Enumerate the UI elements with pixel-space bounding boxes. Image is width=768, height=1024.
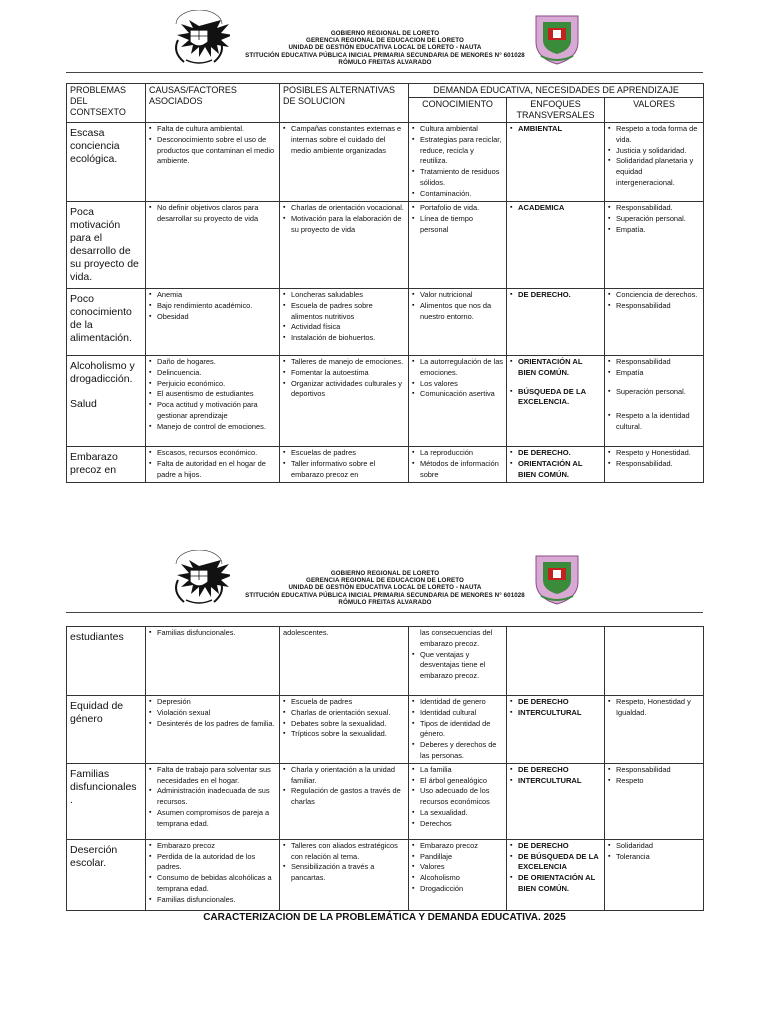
document-title: CARACTERIZACION DE LA PROBLEMÁTICA Y DEMANDA EDUCATIVA. 2025 [203,912,566,923]
document-page-1 [0,0,768,500]
page-header [0,0,768,70]
bullet-list [412,841,503,895]
list-item: ▪ Embarazo precoz [149,841,276,852]
page-header [0,540,768,610]
knowledge-cell [409,763,507,839]
list-item: ▪ Métodos de información sobre [412,459,503,481]
table-row [67,447,704,483]
list-item: ▪ ACADEMICA [510,203,601,214]
alternatives-cell [280,123,409,202]
list-item: ▪ Que ventajas y desventajas tiene el embarazo precoz. [412,650,503,682]
list-item: ▪ Responsabilidad. [608,203,700,214]
header-line-1: GOBIERNO REGIONAL DE LORETO [330,30,440,37]
list-item: ▪ Drogadicción [412,884,503,895]
header-divider [66,72,703,73]
list-item: ▪ DE DERECHO [510,765,601,776]
bullet-list [283,448,405,480]
list-item: ▪ Depresión [149,697,276,708]
transversal-approach-cell [507,696,605,764]
bullet-list [608,124,700,189]
list-item: ▪ Falta de cultura ambiental. [149,124,276,135]
bullet-list [510,290,601,301]
bullet-list [149,357,276,433]
list-item: ▪ Escasos, recursos económico. [149,448,276,459]
header-enfoques: ENFOQUES TRANSVERSALES [507,98,605,123]
knowledge-text: las consecuencias del embarazo precoz. [420,628,493,648]
header-conocimiento: CONOCIMIENTO [409,98,507,123]
list-item: ▪ Alcoholismo [412,873,503,884]
bullet-list [283,290,405,344]
list-item: ▪ INTERCULTURAL [510,708,601,719]
bullet-list [510,697,601,719]
causes-cell [146,289,280,356]
list-item: ▪ Los valores [412,379,503,390]
knowledge-cell [409,447,507,483]
school-crest-logo-icon [533,552,581,606]
list-item: ▪ Derechos [412,819,503,830]
problem-label: Familias disfuncionales . [70,767,137,806]
list-item: ▪ Administración inadecuada de sus recursos. [149,786,276,808]
values-cell [605,202,704,289]
transversal-approach-cell [507,763,605,839]
header-problemas: PROBLEMAS DEL CONTSEXTO [67,84,146,123]
header-causas: CAUSAS/FACTORES ASOCIADOS [146,84,280,123]
header-line-5: RÓMULO FREITAS ALVARADO [338,598,432,606]
header-line-4: STITUCIÓN EDUCATIVA PÚBLICA INICIAL PRIMARIA SECUNDARIA DE MENORES N° 601028 [245,51,525,59]
problem-label: Alcoholismo y drogadicción. [70,360,135,385]
list-item: ▪ Estrategias para reciclar, reduce, recicla y reutiliza. [412,135,503,167]
list-item: ▪ Loncheras saludables [283,290,405,301]
problem-label: estudiantes [70,631,124,643]
values-cell [605,356,704,447]
list-item: ▪ Debates sobre la sexualidad. [283,719,405,730]
bullet-list [283,841,405,884]
bullet-list [412,448,503,480]
document-page-2 [0,540,768,1024]
list-item: ▪ Desinterés de los padres de familia. [149,719,276,730]
problem-label: Escasa conciencia ecológica. [70,127,120,165]
header-line-2: GERENCIA REGIONAL DE EDUCACION DE LORETO [306,577,464,585]
header-line-1: GOBIERNO REGIONAL DE LORETO [330,570,440,577]
list-item: ▪ Taller informativo sobre el embarazo precoz en [283,459,405,481]
header-alternativas: POSIBLES ALTERNATIVAS DE SOLUCION [280,84,409,123]
knowledge-cell [409,839,507,910]
list-item: ▪ Charlas de orientación sexual. [283,708,405,719]
transversal-approach-cell [507,839,605,910]
list-item: ▪ Delincuencia. [149,368,276,379]
transversal-approach-cell [507,447,605,483]
list-item: ▪ DE DERECHO [510,697,601,708]
list-item: ▪ La autorregulación de las emociones. [412,357,503,379]
list-item: ▪ Portafolio de vida. [412,203,503,214]
bullet-list [510,448,601,480]
problem-label: Deserción escolar. [70,843,118,869]
causes-cell [146,123,280,202]
list-item: ▪ Respeto y Honestidad. [608,448,700,459]
problem-label: Embarazo precoz en [70,451,118,476]
list-item: ▪ Respeto [608,776,700,787]
list-item: ▪ Cultura ambiental [412,124,503,135]
list-item: ▪ Motivación para la elaboración de su proyecto de vida [283,214,405,236]
list-item: ▪ Familias disfuncionales. [149,895,276,906]
alternatives-cell [280,447,409,483]
problem-label: Poco conocimiento de la alimentación. [70,293,132,344]
list-item: ▪ Solidaridad [608,841,700,852]
list-item: ▪ Respeto a toda forma de vida. [608,124,700,146]
list-item: ▪ Desconocimiento sobre el uso de productos que contaminan el medio ambiente. [149,135,276,167]
table-row [67,696,704,764]
list-item: ▪ Actividad física [283,322,405,333]
list-item: ▪ Asumen compromisos de pareja a temprana edad. [149,808,276,830]
list-item: ▪ Consumo de bebidas alcohólicas a temprana edad. [149,873,276,895]
list-item: ▪ Escuela de padres sobre alimentos nutritivos [283,301,405,323]
list-item: ▪ Charla y orientación a la unidad familiar. [283,765,405,787]
problem-cell [67,839,146,910]
list-item: ▪ Falta de autoridad en el hogar de padre a hijos. [149,459,276,481]
alternatives-cell [280,627,409,696]
alternatives-text: adolescentes. [283,628,329,637]
alternatives-cell [280,202,409,289]
bullet-list [608,448,700,470]
bullet-list [608,697,700,719]
list-item: ▪ Respeto a la identidad cultural. [608,411,700,433]
bullet-list [149,841,276,906]
list-item: ▪ Regulación de gastos a través de charlas [283,786,405,808]
values-cell [605,447,704,483]
list-item: ▪ Tipos de identidad de género. [412,719,503,741]
header-line-5: RÓMULO FREITAS ALVARADO [338,58,432,66]
list-item: ▪ Comunicación asertiva [412,389,503,400]
list-item: ▪ Tolerancia [608,852,700,863]
list-item: ▪ Empatía [608,368,700,379]
list-item: ▪ Contaminación. [412,189,503,200]
bullet-list [283,124,405,156]
institution-header [220,570,550,606]
causes-cell [146,696,280,764]
list-item: ▪ Valores [412,862,503,873]
bullet-list [608,357,700,433]
list-item: ▪ ORIENTACIÓN AL BIEN COMÚN. [510,357,601,379]
list-item: ▪ Empatía. [608,225,700,236]
transversal-approach-cell [507,627,605,696]
bullet-list [149,124,276,167]
table-row [67,123,704,202]
problem-cell [67,627,146,696]
list-item: ▪ Violación sexual [149,708,276,719]
alternatives-cell [280,839,409,910]
values-cell [605,763,704,839]
list-item: ▪ Familias disfuncionales. [149,628,276,639]
problem-label: Poca motivación para el desarrollo de su proyecto de vida. [70,206,139,283]
bullet-list [149,448,276,480]
alternatives-cell [280,763,409,839]
bullet-list [412,203,503,235]
list-item: ▪ Talleres con aliados estratégicos con relación al tema. [283,841,405,863]
list-item: ▪ Uso adecuado de los recursos económicos [412,786,503,808]
list-item: ▪ Anemia [149,290,276,301]
problem-label: Equidad de género [70,700,124,725]
list-item: ▪ AMBIENTAL [510,124,601,135]
list-item: ▪ DE ORIENTACIÓN AL BIEN COMÚN. [510,873,601,895]
list-item: ▪ Responsabilidad [608,301,700,312]
header-line-4: STITUCIÓN EDUCATIVA PÚBLICA INICIAL PRIMARIA SECUNDARIA DE MENORES N° 601028 [245,591,525,599]
causes-cell [146,202,280,289]
bullet-list [510,765,601,787]
values-cell [605,627,704,696]
problem-category: Salud [70,398,97,410]
list-item: ▪ DE BÚSQUEDA DE LA EXCELENCIA [510,852,601,874]
list-item: ▪ Identidad de genero [412,697,503,708]
table-row [67,356,704,447]
bullet-list [283,765,405,808]
causes-cell [146,839,280,910]
list-item: ▪ Pandillaje [412,852,503,863]
problem-cell [67,763,146,839]
list-item: ▪ Respeto, Honestidad y Igualdad. [608,697,700,719]
knowledge-cell [409,289,507,356]
problem-cell [67,356,146,447]
bullet-list [283,357,405,400]
bullet-list [608,765,700,787]
header-demanda: DEMANDA EDUCATIVA, NECESIDADES DE APRENDIZAJE [409,84,704,98]
list-item: ▪ Daño de hogares. [149,357,276,368]
list-item: ▪ BÚSQUEDA DE LA EXCELENCIA. [510,387,601,409]
list-item: ▪ Responsabilidad [608,765,700,776]
list-item: ▪ Sensibilización a través a pancartas. [283,862,405,884]
bullet-list [149,203,276,225]
problem-cell [67,447,146,483]
transversal-approach-cell [507,289,605,356]
bullet-list [412,290,503,322]
problem-cell [67,202,146,289]
list-item: ▪ La reproducción [412,448,503,459]
values-cell [605,289,704,356]
bullet-list [608,841,700,863]
problem-demand-table [66,83,704,483]
bullet-list [608,290,700,312]
list-item: ▪ Deberes y derechos de las personas. [412,740,503,762]
bullet-list [412,357,503,400]
list-item: ▪ Escuelas de padres [283,448,405,459]
bullet-list [510,841,601,895]
list-item: ▪ El ausentismo de estudiantes [149,389,276,400]
list-item: ▪ Escuela de padres [283,697,405,708]
list-item: ▪ Poca actitud y motivación para gestionar aprendizaje [149,400,276,422]
list-item: ▪ El árbol genealógico [412,776,503,787]
list-item: ▪ Perdida de la autoridad de los padres. [149,852,276,874]
list-item: ▪ La sexualidad. [412,808,503,819]
list-item: ▪ Solidaridad planetaria y equidad intergeneracional. [608,156,700,188]
list-item: ▪ Charlas de orientación vocacional. [283,203,405,214]
header-line-2: GERENCIA REGIONAL DE EDUCACION DE LORETO [306,37,464,45]
list-item: ▪ Tratamiento de residuos sólidos. [412,167,503,189]
problem-cell [67,696,146,764]
alternatives-cell [280,356,409,447]
header-line-3: UNIDAD DE GESTIÓN EDUCATIVA LOCAL DE LORETO - NAUTA [288,44,482,52]
list-item: ▪ ORIENTACIÓN AL BIEN COMÚN. [510,459,601,481]
problem-demand-table-continued [66,626,704,911]
bullet-list [608,203,700,235]
list-item: ▪ Perjuicio económico. [149,379,276,390]
bullet-list [510,357,601,408]
list-item: ▪ Falta de trabajo para solventar sus necesidades en el hogar. [149,765,276,787]
bullet-list [510,124,601,135]
list-item: ▪ Bajo rendimiento académico. [149,301,276,312]
institution-header [220,30,550,66]
list-item: ▪ INTERCULTURAL [510,776,601,787]
bullet-list [149,697,276,729]
causes-cell [146,447,280,483]
list-item: ▪ Organizar actividades culturales y deportivos [283,379,405,401]
list-item: ▪ Línea de tiempo personal [412,214,503,236]
causes-cell [146,763,280,839]
list-item: ▪ DE DERECHO. [510,448,601,459]
school-crest-logo-icon [533,12,581,66]
list-item: ▪ Conciencia de derechos. [608,290,700,301]
list-item: ▪ Superación personal. [608,214,700,225]
table-row [67,202,704,289]
table-row [67,839,704,910]
list-item: ▪ Fomentar la autoestima [283,368,405,379]
list-item: ▪ DE DERECHO [510,841,601,852]
bullet-list [283,203,405,235]
list-item: ▪ Valor nutricional [412,290,503,301]
table-row [67,627,704,696]
list-item: ▪ Talleres de manejo de emociones. [283,357,405,368]
list-item: ▪ Manejo de control de emociones. [149,422,276,433]
table-row [67,289,704,356]
transversal-approach-cell [507,123,605,202]
list-item: ▪ Obesidad [149,312,276,323]
alternatives-cell [280,696,409,764]
problem-cell [67,289,146,356]
values-cell [605,123,704,202]
header-divider [66,612,703,613]
values-cell [605,839,704,910]
list-item: ▪ Responsabilidad [608,357,700,368]
bullet-list [412,124,503,200]
list-item: ▪ Responsabilidad. [608,459,700,470]
knowledge-cell [409,202,507,289]
knowledge-cell [409,123,507,202]
bullet-list [149,290,276,322]
bullet-list [510,203,601,214]
header-line-3: UNIDAD DE GESTIÓN EDUCATIVA LOCAL DE LORETO - NAUTA [288,584,482,592]
header-valores: VALORES [605,98,704,123]
list-item: ▪ Instalación de biohuertos. [283,333,405,344]
list-item: ▪ Identidad cultural [412,708,503,719]
bullet-list [283,697,405,740]
list-item: ▪ Justicia y solidaridad. [608,146,700,157]
transversal-approach-cell [507,356,605,447]
transversal-approach-cell [507,202,605,289]
bullet-list [412,765,503,830]
knowledge-cell [409,696,507,764]
list-item: ▪ La familia [412,765,503,776]
causes-cell [146,627,280,696]
knowledge-cell [409,356,507,447]
list-item: ▪ Alimentos que nos da nuestro entorno. [412,301,503,323]
list-item: ▪ Campañas constantes externas e internas sobre el cuidado del medio ambiente organizadas [283,124,405,156]
bullet-list [412,650,503,682]
list-item: ▪ No definir objetivos claros para desarrollar su proyecto de vida [149,203,276,225]
knowledge-cell [409,627,507,696]
bullet-list [412,697,503,762]
problem-cell [67,123,146,202]
list-item: ▪ Embarazo precoz [412,841,503,852]
list-item: ▪ DE DERECHO. [510,290,601,301]
alternatives-cell [280,289,409,356]
list-item: ▪ Superación personal. [608,387,700,398]
bullet-list [149,628,276,639]
bullet-list [149,765,276,830]
table-row [67,763,704,839]
values-cell [605,696,704,764]
causes-cell [146,356,280,447]
list-item: ▪ Trípticos sobre la sexualidad. [283,729,405,740]
